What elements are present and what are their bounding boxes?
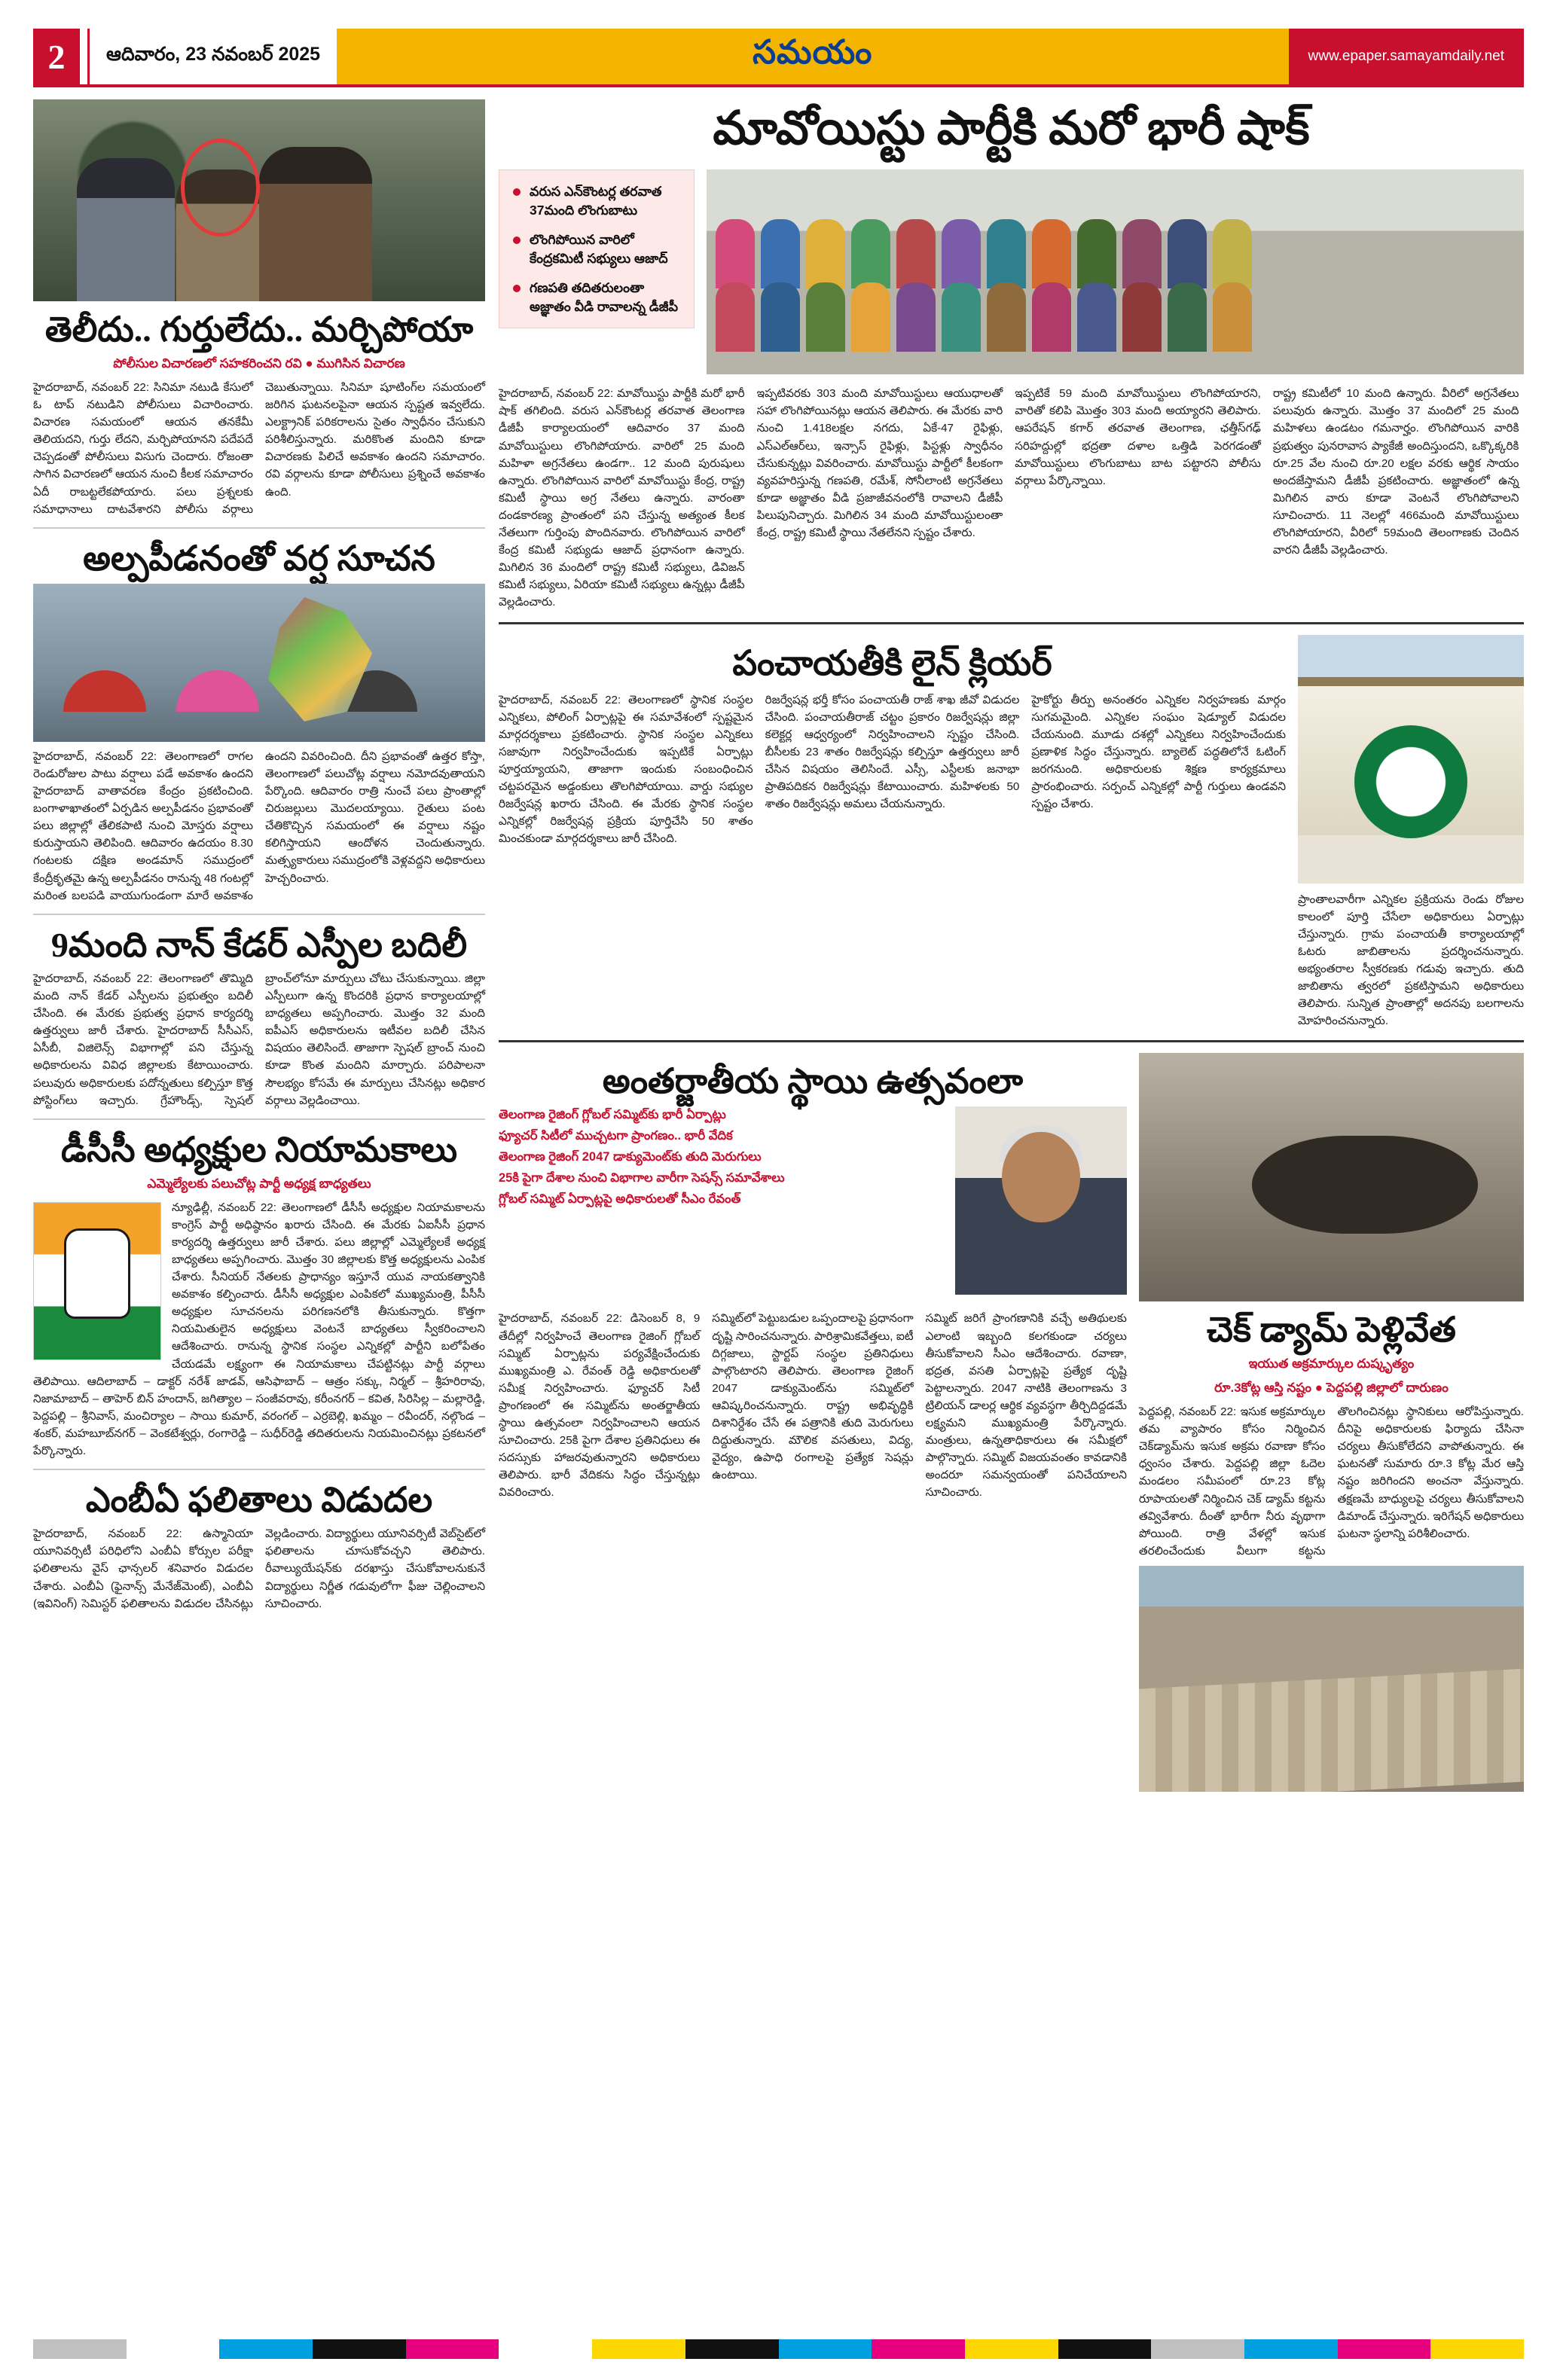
- list-item: లొంగిపోయిన వారిలో కేంద్రకమిటీ సభ్యులు ఆజాద్: [513, 230, 680, 268]
- body-checkdam: పెద్దపల్లి, నవంబర్ 22: ఇసుక అక్రమార్కుల తమ వ్యాపారం కోసం నిర్మించిన చెక్‌డ్యామ్‌ను ఇసుక అక్రమ రవాణా కోసం ధ్వంసం చేశారు. పెద్దపల్లి జిల్లా ఓదెల మండలం సమీపంలో రూ.23 కోట్ల రూపాయలతో నిర్మించిన చెక్ డ్యామ్ కట్టను తవ్వివేశారు. దీంతో భారీగా నీరు వృథాగా పోయింది. రాత్రి వేళల్లో ఇసుక తరలించేందుకు వీలుగా కట్టను తొలగించినట్లు స్థానికులు ఆరోపిస్తున్నారు. దీనిపై అధికారులకు ఫిర్యాదు చేసినా చర్యలు తీసుకోలేదని వాపోతున్నారు. ఈ ఘటనతో సుమారు రూ.3 కోట్ల మేర ఆస్తి నష్టం జరిగిందని అంచనా వేస్తున్నారు. తక్షణమే బాధ్యులపై చర్యలు తీసుకోవాలని డిమాండ్ చేస్తున్నారు. ఇరిగేషన్ అధికారులు ఘటనా స్థలాన్ని పరిశీలించారు.: [1138, 1405, 1524, 1558]
- headline-telidu: తెలీదు.. గుర్తులేదు.. మర్చిపోయా: [44, 310, 474, 349]
- photo-person: [806, 282, 845, 352]
- photo-person: [806, 219, 845, 288]
- print-color-bar: [33, 2339, 1524, 2359]
- photo-umbrella: [63, 670, 146, 712]
- headline-varsha: అల్పపీడనంతో వర్ష సూచన: [83, 539, 435, 578]
- redline-checkdam: రూ.3కోట్ల ఆస్తి నష్టం ● పెద్దపల్లి జిల్లాలో దారుణం: [1214, 1381, 1449, 1396]
- summit-story: [499, 1053, 1127, 1501]
- divider: [33, 914, 485, 915]
- photo-person: [1077, 282, 1116, 352]
- body-panchayat-col2: రిజర్వేషన్ల భర్తీ కోసం పంచాయతీ రాజ్ శాఖ జీవో విడుదల చేసింది. పంచాయతీరాజ్ చట్టం ప్రకారం రిజర్వేషన్లు జిల్లా కలెక్టర్ల ఆధ్వర్యంలో నిర్వహించాలని స్పష్టం చేసింది. బీసీలకు 23 శాతం రిజర్వేషన్లు కల్పిస్తూ ఉత్తర్వులు జారీ చేసిన విషయం తెలిసిందే. ఎస్సీ, ఎస్టీలకు జనాభా ప్రాతిపదికన రిజర్వేషన్లు కేటాయించారు. మహిళలకు 50 శాతం రిజర్వేషన్లు అమలు చేయనున్నారు.: [765, 693, 1020, 811]
- divider: [499, 1040, 1524, 1042]
- epaper-url[interactable]: www.epaper.samayamdaily.net: [1289, 29, 1525, 84]
- photo-person: [1122, 282, 1162, 352]
- right-column: [499, 99, 1524, 1792]
- bottom-row: [499, 1053, 1524, 1792]
- body-varsha: హైదరాబాద్, నవంబర్ 22: తెలంగాణలో రాగల రెండురోజుల పాటు వర్షాలు పడే అవకాశం ఉందని హైదరాబాద్ వాతావరణ కేంద్రం ప్రకటించింది. బంగాళాఖాతంలో ఏర్పడిన అల్పపీడనం ప్రభావంతో పలు జిల్లాల్లో తేలికపాటి నుంచి మోస్తరు వర్షాలు కురుస్తాయని తెలిపింది. ఆదివారం ఉదయం 8.30 గంటలకు దక్షిణ అండమాన్ సముద్రంలో కేంద్రీకృతమై ఉన్న అల్పపీడనం రానున్న 48 గంటల్లో మరింత బలపడి వాయుగుండంగా మారే అవకాశం ఉందని వివరించింది. దీని ప్రభావంతో ఉత్తర కోస్తా, తెలంగాణలో పలుచోట్ల వర్షాలు నమోదవుతాయని పేర్కొంది. ఆదివారం రాత్రి నుంచే పలు ప్రాంతాల్లో చిరుజల్లులు మొదలయ్యాయి. రైతులు పంట చేతికొచ్చిన సమయంలో ఈ వర్షాలు నష్టం కలిగిస్తాయని ఆందోళన చెందుతున్నారు. మత్స్యకారులు సముద్రంలోకి వెళ్లవద్దని అధికారులు హెచ్చరించారు.: [33, 749, 485, 902]
- subhead-checkdam: ఇయుత అక్రమార్కుల దుష్కృత్యం: [1248, 1356, 1415, 1372]
- body-summit-col3: సమ్మిట్ జరిగే ప్రాంగణానికి వచ్చే అతిథులకు ఎలాంటి ఇబ్బంది కలగకుండా చర్యలు తీసుకోవాలని సీఎం ఆదేశించారు. రవాణా, భద్రత, వసతి ఏర్పాట్లపై ప్రత్యేక దృష్టి పెట్టాలన్నారు. 2047 నాటికి తెలంగాణను 3 ట్రిలియన్ డాలర్ల ఆర్థిక వ్యవస్థగా తీర్చిదిద్దడమే లక్ష్యమని ముఖ్యమంత్రి పేర్కొన్నారు. మంత్రులు, ఉన్నతాధికారులు ఈ సమీక్షలో పాల్గొన్నారు. సమ్మిట్ విజయవంతం కావడానికి అందరూ సమన్వయంతో పనిచేయాలని సూచించారు.: [925, 1312, 1127, 1500]
- divider: [499, 622, 1524, 624]
- lead-top-row: [499, 169, 1524, 374]
- panchayat-top-row: [499, 635, 1524, 1030]
- subhead-dcc: ఎమ్మెల్యేలకు పలుచోట్ల పార్టీ అధ్యక్ష బాధ్యతలు: [147, 1176, 371, 1191]
- photo-person: [851, 282, 890, 352]
- redline-item: తెలంగాణ రైజింగ్ 2047 డాక్యుమెంట్‌కు తుది మెరుగులు: [499, 1150, 762, 1164]
- photo-person: [1122, 219, 1162, 288]
- photo-damaged-dam: [1139, 1566, 1524, 1792]
- photo-people-row: [707, 282, 1524, 352]
- redline-item: గ్లోబల్ సమ్మిట్ ఏర్పాట్లపై అధికారులతో సీఎం రేవంత్: [499, 1192, 741, 1207]
- divider: [33, 1118, 485, 1120]
- body-mbbs: హైదరాబాద్, నవంబర్ 22: ఉస్మానియా యూనివర్సిటీ పరిధిలోని ఎంబీఏ కోర్సుల పరీక్షా ఫలితాలను వైస్ ఛాన్సలర్ శనివారం విడుదల చేశారు. ఎంబీఏ (ఫైనాన్స్ మేనేజ్‌మెంట్), ఎంబీఏ (ఇవినింగ్) సెమిస్టర్ ఫలితాలను విడుదల చేసినట్లు వెల్లడించారు. విద్యార్థులు యూనివర్సిటీ వెబ్‌సైట్‌లో ఫలితాలను చూసుకోవచ్చని తెలిపారు. రీవాల్యుయేషన్‌కు దరఖాస్తు చేసుకోవాలనుకునే విద్యార్థులు నిర్ణీత గడువులోగా ఫీజు చెల్లించాలని సూచించారు.: [33, 1527, 485, 1610]
- headline-panchayat: పంచాయతీకి లైన్ క్లియర్: [732, 643, 1052, 682]
- photo-person: [987, 219, 1026, 288]
- headline-mbbs: ఎంబీఏ ఫలితాలు విడుదల: [85, 1481, 433, 1520]
- photo-breach: [1252, 1136, 1478, 1234]
- body-summit-col2: సమ్మిట్‌లో పెట్టుబడుల ఒప్పందాలపై ప్రధానంగా దృష్టి సారించనున్నారు. పారిశ్రామికవేత్తలు, ఐటీ దిగ్గజాలు, స్టార్టప్ సంస్థల ప్రతినిధులు పాల్గొంటారని తెలిపారు. తెలంగాణ రైజింగ్ 2047 డాక్యుమెంట్‌ను సమ్మిట్‌లో ఆవిష్కరించనున్నారు. రాష్ట్ర అభివృద్ధికి దిశానిర్దేశం చేసే ఈ పత్రానికి తుది మెరుగులు దిద్దుతున్నారు. మౌలిక వసతులు, విద్య, వైద్యం, ఉపాధి రంగాలపై ప్రత్యేక సెషన్లు ఉంటాయి.: [712, 1312, 914, 1482]
- photo-surrender-ceremony: [707, 169, 1524, 374]
- lead-headline: మావోయిస్టు పార్టీకి మరో భారీ షాక్: [713, 103, 1310, 154]
- subhead-telidu: పోలీసుల విచారణలో సహకరించని రవి ● ముగిసిన విచారణ: [113, 356, 405, 371]
- telangana-emblem-icon: [1354, 725, 1467, 838]
- photo-figure: [259, 147, 372, 301]
- body-badili: హైదరాబాద్, నవంబర్ 22: తెలంగాణలో తొమ్మిది మంది నాన్ కేడర్ ఎస్పీలను ప్రభుత్వం బదిలీ చేసింది. ఈ మేరకు ప్రభుత్వ ప్రధాన కార్యదర్శి ఉత్తర్వులు జారీ చేశారు. హైదరాబాద్ సీసీఎస్, ఏసీబీ, విజిలెన్స్ విభాగాల్లో పని చేస్తున్న అధికారులను వివిధ జిల్లాలకు కేటాయించారు. పలువురు అధికారులకు పదోన్నతులు కల్పిస్తూ కొత్త పోస్టింగ్‌లు ఇచ్చారు. గ్రేహౌండ్స్, స్పెషల్ బ్రాంచ్‌లోనూ మార్పులు చోటు చేసుకున్నాయి. జిల్లా ఎస్పీలుగా ఉన్న కొందరికి ప్రధాన కార్యాలయాల్లో బాధ్యతలు అప్పగించారు. మొత్తం 32 మంది ఐపీఎస్ అధికారులను ఇటీవల బదిలీ చేసిన విషయం తెలిసిందే. తాజాగా స్పెషల్ బ్రాంచ్ నుంచి కూడా కొంత మందిని మార్చారు. పరిపాలనా సౌలభ్యం కోసమే ఈ మార్పులు చేసినట్లు అధికార వర్గాలు వెల్లడించాయి.: [33, 972, 485, 1107]
- body-summit-col1: హైదరాబాద్, నవంబర్ 22: డిసెంబర్ 8, 9 తేదీల్లో నిర్వహించే తెలంగాణ రైజింగ్ గ్లోబల్ సమ్మిట్ ఏర్పాట్లను పర్యవేక్షించేందుకు ముఖ్యమంత్రి ఎ. రేవంత్ రెడ్డి అధికారులతో సమీక్ష నిర్వహించారు. ఫ్యూచర్ సిటీ ప్రాంగణంలో ఈ సమ్మిట్‌ను అంతర్జాతీయ స్థాయి ఉత్సవంలా నిర్వహించాలని ఆయన సూచించారు. 25కి పైగా దేశాల ప్రతినిధులు ఈ సదస్సుకు హాజరవుతున్నారని అధికారులు తెలిపారు. భారీ వేదికను సిద్ధం చేస్తున్నట్లు వివరించారు.: [499, 1312, 701, 1500]
- body-panchayat-col4: ప్రాంతాలవారీగా ఎన్నికల ప్రక్రియను రెండు రోజుల కాలంలో పూర్తి చేసేలా అధికారులు ఏర్పాట్లు చేస్తున్నారు. గ్రామ పంచాయతీ కార్యాలయాల్లో ఓటరు జాబితాలను ప్రదర్శించనున్నారు. అభ్యంతరాల స్వీకరణకు గడువు ఇచ్చారు. తుది జాబితాను త్వరలో ప్రకటిస్తామని అధికారులు తెలిపారు. సున్నిత ప్రాంతాల్లో అదనపు బలగాలను మోహరించనున్నారు.: [1298, 892, 1524, 1028]
- left-column: [33, 99, 485, 1792]
- congress-hand-logo-icon: [33, 1202, 161, 1360]
- photo-person: [761, 219, 800, 288]
- photo-person: [896, 282, 936, 352]
- headline-dcc: డీసీసీ అధ్యక్షుల నియామకాలు: [60, 1130, 458, 1169]
- photo-person: [761, 282, 800, 352]
- photo-person: [987, 282, 1026, 352]
- photo-person: [716, 219, 755, 288]
- photo-cm-portrait: [955, 1106, 1127, 1295]
- divider: [33, 1469, 485, 1470]
- page-content: [33, 99, 1524, 1792]
- photo-dam-wall: [1139, 1668, 1524, 1791]
- photo-person: [1168, 282, 1207, 352]
- publication-title: సమయం: [753, 34, 873, 71]
- photo-figure: [77, 158, 175, 301]
- photo-person: [851, 219, 890, 288]
- redline-item: ఫ్యూచర్ సిటీలో ముచ్చటగా ప్రాంగణం.. భారీ వేదిక: [499, 1129, 733, 1143]
- photo-face: [1002, 1132, 1080, 1222]
- photo-person: [1077, 219, 1116, 288]
- headline-summit: అంతర్జాతీయ స్థాయి ఉత్సవంలా: [602, 1062, 1024, 1101]
- body-lead-col4: రాష్ట్ర కమిటీలో 10 మంది ఉన్నారు. వీరిలో అగ్రనేతలు పలువురు ఉన్నారు. మొత్తం 37 మందిలో 25 మంది మహిళలు ఉండటం గమనార్హం. లొంగిపోయిన వారికి ప్రభుత్వం పునరావాస ప్యాకేజీ అందిస్తుందని, ఒక్కొక్కరికి రూ.25 వేల నుంచి రూ.20 లక్షల వరకు ఆర్థిక సాయం అందజేస్తామని డీజీపీ ప్రకటించారు. అజ్ఞాతంలో ఉన్న మిగిలిన వారు కూడా వెంటనే లొంగిపోవాలని సూచించారు. 11 నెలల్లో 466మంది మావోయిస్టులు లొంగిపోయారని, వీరిలో 59మంది తెలంగాణకు చెందిన వారని డీజీపీ వెల్లడించారు.: [1272, 387, 1519, 557]
- photo-rain: [33, 584, 485, 742]
- checkdam-story: [1139, 1053, 1524, 1792]
- body-panchayat-col1: హైదరాబాద్, నవంబర్ 22: తెలంగాణలో స్థానిక సంస్థల ఎన్నికలు, పోలింగ్ ఏర్పాట్లపై ఈ సమావేశంలో స్పష్టమైన మార్గదర్శకాలు ప్రకటించారు. స్థానిక సంస్థల ఎన్నికలు సజావుగా నిర్వహించేందుకు ఇప్పటికే ఏర్పాట్లు పూర్తయ్యాయని, తాజాగా ఇందుకు సంబంధించిన చట్టపరమైన అడ్డంకులు తొలగిపోయాయి. వార్డు సభ్యుల రిజర్వేషన్ల ఖరారు చేసింది. ఈ మేరకు స్థానిక సంస్థల ఎన్నికల్లో రిజర్వేషన్ల ప్రక్రియ పూర్తిచేసి 50 శాతం మించకుండా మార్గదర్శకాలు జారీ చేసింది.: [499, 693, 753, 846]
- list-item: వరుస ఎన్‌కౌంటర్ల తరవాత 37మంది లొంగుబాటు: [513, 182, 680, 220]
- body-lead-col3: ఇప్పటికే 59 మంది మావోయిస్టులు లొంగిపోయారని, వారితో కలిపి మొత్తం 303 మంది అయ్యారని తెలిపారు. ఆపరేషన్ కగార్ తరవాత తెలంగాణ, ఛత్తీస్‌గఢ్ సరిహద్దుల్లో భద్రతా దళాల ఒత్తిడి పెరగడంతో మావోయిస్టులు లొంగుబాటు బాట పట్టారని పోలీసు వర్గాలు పేర్కొన్నాయి.: [1015, 387, 1261, 487]
- headline-checkdam: చెక్ డ్యామ్ పెళ్లివేత: [1207, 1311, 1456, 1350]
- photo-person: [716, 282, 755, 352]
- redline-item: 25కి పైగా దేశాల నుంచి విభాగాల వారీగా సెషన్స్ సమావేశాలు: [499, 1171, 785, 1185]
- photo-person: [1213, 282, 1252, 352]
- redline-item: తెలంగాణ రైజింగ్ గ్లోబల్ సమ్మిట్‌కు భారీ ఏర్పాట్లు: [499, 1108, 726, 1122]
- body-telidu: హైదరాబాద్, నవంబర్ 22: సినిమా నటుడి కేసులో ఓ టాప్ నటుడిని పోలీసులు విచారించారు. విచారణ సమయంలో ఆయన తనకేమీ తెలియదని, గుర్తు లేదని, మర్చిపోయానని పదేపదే చెప్పడంతో పోలీసులు విసుగు చెందారు. రోజంతా సాగిన విచారణలో ఆయన నుంచి కీలక సమాచారం ఏదీ రాబట్టలేకపోయారు. పలు ప్రశ్నలకు సమాధానాలు దాటవేశారని పోలీసు వర్గాలు చెబుతున్నాయి. సినిమా షూటింగ్‌ల సమయంలో జరిగిన ఘటనలపైనా ఆయన స్పష్టత ఇవ్వలేదు. ఎలక్ట్రానిక్ పరికరాలను సైతం స్వాధీనం చేసుకుని పరిశీలిస్తున్నారు. మరికొంత మందిని కూడా విచారణకు పిలిచే అవకాశం ఉందని సమాచారం. రవి వర్గాలను కూడా పోలీసులు ప్రశ్నించే అవకాశం ఉంది.: [33, 380, 485, 516]
- photo-people-row: [707, 219, 1524, 288]
- lead-body-row: [499, 385, 1524, 611]
- photo-person: [1032, 282, 1071, 352]
- masthead-title-area: [337, 29, 1288, 84]
- photo-person: [1032, 219, 1071, 288]
- list-item: గణపతి తదితరులంతా అజ్ఞాతం వీడి రావాలన్న డీజీపీ: [513, 279, 680, 316]
- photo-person: [942, 219, 981, 288]
- body-lead-col2: ఇప్పటివరకు 303 మంది మావోయిస్టులు ఆయుధాలతో సహా లొంగిపోయినట్లు ఆయన తెలిపారు. ఈ మేరకు వారి నుంచి 1.418లక్షల నగదు, ఏకే-47 రైఫిళ్లు, ఎస్‌ఎల్‌ఆర్‌లు, ఇన్సాస్ రైఫిళ్లు, పిస్టళ్లు స్వాధీనం చేసుకున్నట్లు వివరించారు. మావోయిస్టు పార్టీలో కీలకంగా వ్యవహరిస్తున్న గణపతి, రమేశ్‌, సోనీలాంటి అగ్రనేతలు కూడా అజ్ఞాతం వీడి ప్రజాజీవనంలోకి రావాలని డీజీపీ పిలుపునిచ్చారు. మిగిలిన 34 మంది మావోయిస్టులంతా కేంద్ర, రాష్ట్ర కమిటీ స్థాయి నేతలేనని స్పష్టం చేశారు.: [756, 387, 1003, 540]
- body-lead-col1: హైదరాబాద్, నవంబర్ 22: మావోయిస్టు పార్టీకి మరో భారీ షాక్ తగిలింది. వరుస ఎన్‌కౌంటర్ల తరవాత తెలంగాణ డీజీపీ కార్యాలయంలో ఆదివారం 37 మంది మావోయిస్టులు లొంగిపోయారు. వారిలో 25 మంది మహిళా అగ్రనేతలు ఉండగా.. 12 మంది పురుషులు ఉన్నారు. లొంగిపోయిన వారిలో మావోయిస్టు కేంద్ర, రాష్ట్ర కమిటీ స్థాయి అగ్ర నేతలు ఉన్నారు. వారంతా దండకారణ్య ప్రాంతంలో పని చేస్తున్న అత్యంత కీలక నేతలుగా గుర్తింపు పొందినవారు. లొంగిపోయిన వారిలో కేంద్ర కమిటీ సభ్యుడు ఆజాద్ ప్రధానంగా ఉన్నారు. మిగిలిన 36 మందిలో రాష్ట్ర కమిటీ సభ్యులు, డివిజన్ కమిటీ సభ్యులు, ఏరియా కమిటీ సభ్యులు ఉన్నట్లు డీజీపీ వెల్లడించారు.: [499, 387, 745, 609]
- headline-badili: 9మంది నాన్ కేడర్ ఎస్పీల బదిలీ: [50, 925, 468, 964]
- photo-person: [1213, 219, 1252, 288]
- page-number: 2: [33, 29, 80, 84]
- body-dcc: న్యూఢిల్లీ, నవంబర్ 22: తెలంగాణలో డీసీసీ అధ్యక్షుల నియామకాలను కాంగ్రెస్ పార్టీ అధిష్ఠానం ఖరారు చేసింది. ఈ మేరకు ఏఐసీసీ ప్రధాన కార్యదర్శి ఉత్తర్వులు జారీ చేశారు. పలు జిల్లాల్లో ఎమ్మెల్యేలకే అధ్యక్ష బాధ్యతలు అప్పగించారు. మొత్తం 30 జిల్లాలకు కొత్త అధ్యక్షులను ఎంపిక చేశారు. సీనియర్ నేతలకు ప్రాధాన్యం ఇస్తూనే యువ నాయకత్వానికి అవకాశం కల్పించారు. డీసీసీ అధ్యక్షుల ఎంపికలో ముఖ్యమంత్రి, పీసీసీ అధ్యక్షుల సూచనలను పరిగణనలోకి తీసుకున్నారు. కొత్తగా నియమితులైన అధ్యక్షులు వెంటనే బాధ్యతలు స్వీకరించాలని ఆదేశించారు. రానున్న స్థానిక సంస్థల ఎన్నికల్లో పార్టీని బలోపేతం చేయడమే లక్ష్యంగా ఈ నియామకాలు చేపట్టినట్లు పార్టీ వర్గాలు తెలిపాయి. ఆదిలాబాద్ – డాక్టర్ నరేశ్ జాడవ్, ఆసిఫాబాద్ – ఆత్రం సక్కు, నిర్మల్ – శ్రీహరిరావు, నిజామాబాద్ – తాహెర్ బిన్ హందాన్, జగిత్యాల – సంజీవరావు, కరీంనగర్ – కవిత, సిరిసిల్ల – మల్లారెడ్డి, పెద్దపల్లి – శ్రీనివాస్, మంచిర్యాల – సాయి కుమార్, వరంగల్ – ఎర్రబెల్లి, ఖమ్మం – రవీందర్, నల్గొండ – శంకర్, మహబూబ్‌నగర్ – వెంకటేశ్వర్లు, రంగారెడ్డి – సుధీర్‌రెడ్డి తదితరులను నియమించినట్లు ప్రకటనలో పేర్కొన్నారు.: [33, 1201, 485, 1457]
- masthead: [33, 29, 1524, 87]
- palm-shape: [64, 1228, 130, 1319]
- photo-person: [896, 219, 936, 288]
- photo-person: [942, 282, 981, 352]
- photo-police-inquiry: [33, 99, 485, 301]
- photo-panchayat-office: [1298, 635, 1524, 883]
- masthead-date: ఆదివారం, 23 నవంబర్ 2025: [87, 29, 337, 84]
- body-panchayat-col3: హైకోర్టు తీర్పు అనంతరం ఎన్నికల నిర్వహణకు మార్గం సుగమమైంది. ఎన్నికల సంఘం షెడ్యూల్ విడుదల చేయనుంది. మూడు దశల్లో ఎన్నికలు నిర్వహించేందుకు ప్రణాళిక సిద్ధం చేస్తున్నారు. బ్యాలెట్ పద్ధతిలోనే ఓటింగ్ జరగనుంది. అధికారులకు శిక్షణ కార్యక్రమాలు ప్రారంభించారు. సర్పంచ్ ఎన్నికల్లో పార్టీ గుర్తులు ఉండవని స్పష్టం చేశారు.: [1031, 693, 1287, 811]
- divider: [33, 527, 485, 529]
- photo-person: [1168, 219, 1207, 288]
- photo-umbrella: [176, 670, 259, 712]
- photo-broken-checkdam: [1139, 1053, 1524, 1301]
- lead-bullet-box: [499, 169, 695, 328]
- highlight-circle: [181, 139, 260, 236]
